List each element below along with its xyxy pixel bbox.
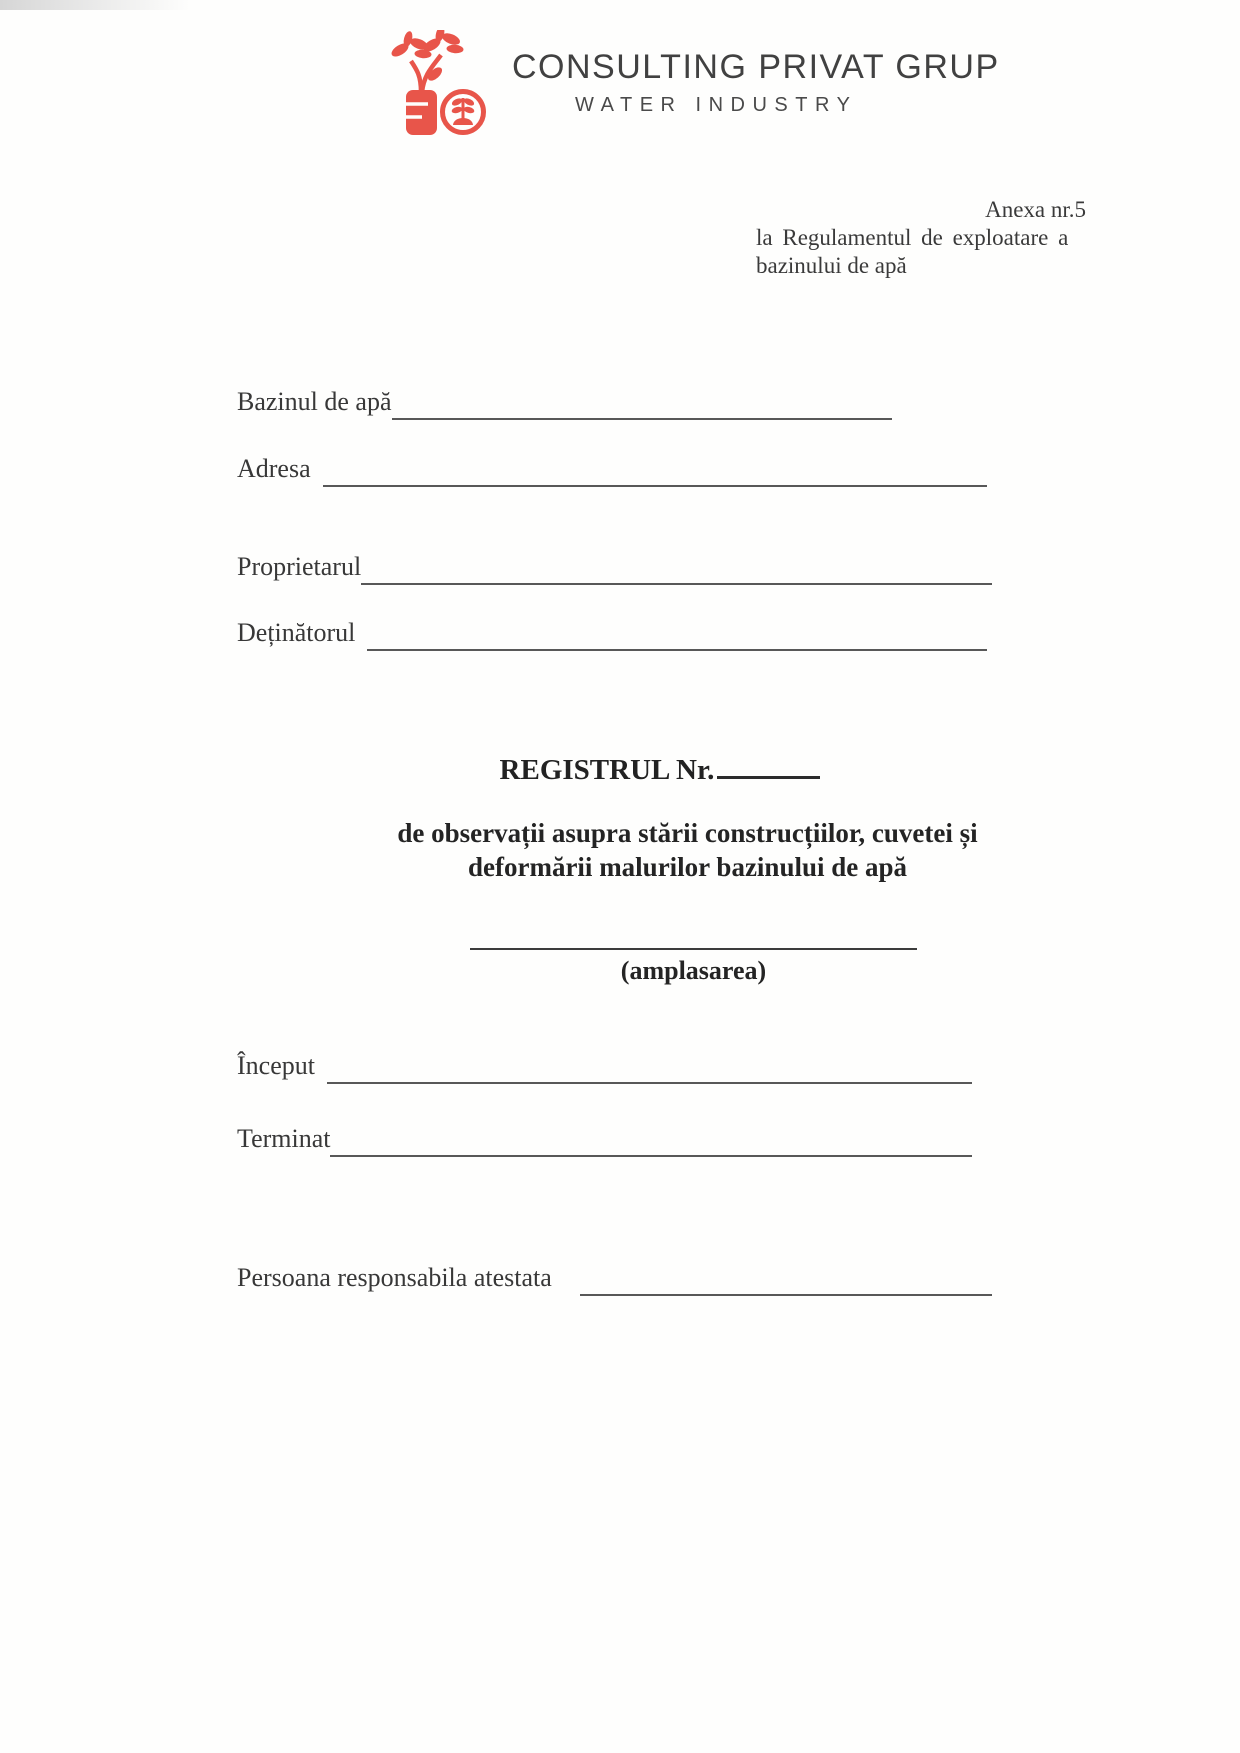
- inceput-blank-line: [327, 1046, 972, 1084]
- register-number-blank-line: [717, 750, 820, 779]
- terminat-label: Terminat: [237, 1124, 331, 1153]
- field-row-detinatorul: [237, 613, 987, 651]
- detinatorul-blank-line: [367, 613, 987, 651]
- detinatorul-label: Deținătorul: [237, 618, 356, 647]
- adresa-label: Adresa: [237, 454, 311, 483]
- proprietarul-label: Proprietarul: [237, 552, 362, 581]
- company-division: WATER INDUSTRY: [575, 94, 858, 116]
- register-subtitle-line1: de observații asupra stării construcțiilor, cuvetei și: [397, 818, 978, 848]
- terminat-blank-line: [330, 1119, 972, 1157]
- company-name: CONSULTING PRIVAT GRUP: [512, 48, 1000, 86]
- annex-number: Anexa nr.5: [985, 197, 1086, 222]
- register-subtitle: [300, 816, 1075, 884]
- inceput-label: Început: [237, 1051, 315, 1080]
- placement-blank-line: [470, 948, 917, 950]
- field-row-bazinul: [237, 382, 892, 420]
- field-row-adresa: [237, 449, 987, 487]
- bazinul-label: Bazinul de apă: [237, 387, 392, 416]
- persoana-label: Persoana responsabila atestata: [237, 1263, 552, 1292]
- field-row-proprietarul: [237, 547, 992, 585]
- persoana-blank-line: [580, 1258, 992, 1296]
- annex-regulation-line: la Regulamentul de exploatare a: [756, 225, 1069, 250]
- register-subtitle-line2: deformării malurilor bazinului de apă: [467, 852, 907, 882]
- register-title: [310, 750, 1010, 787]
- field-row-inceput: [237, 1046, 972, 1084]
- adresa-blank-line: [323, 449, 987, 487]
- field-row-persoana: [237, 1258, 992, 1296]
- plant-pot-logo-icon: [388, 30, 488, 140]
- proprietarul-blank-line: [361, 547, 992, 585]
- field-row-terminat: [237, 1119, 972, 1157]
- register-title-text: REGISTRUL Nr.: [499, 754, 715, 786]
- annex-regulation-line2: bazinului de apă: [756, 253, 907, 278]
- scan-artifact: [0, 0, 190, 10]
- annex-reference: [756, 196, 1092, 280]
- bazinul-blank-line: [392, 382, 893, 420]
- placement-caption: (amplasarea): [620, 956, 767, 985]
